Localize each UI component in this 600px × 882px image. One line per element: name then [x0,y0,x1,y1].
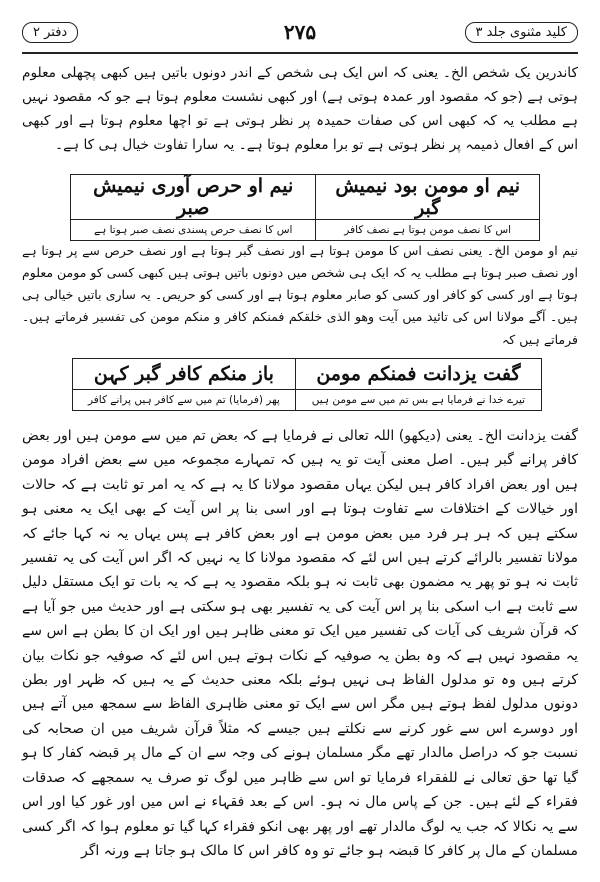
verse-1-hemistich-left: نیم او حرص آوری نیمیش صبر [71,175,316,220]
verse-1-gloss-right: اس کا نصف مومن ہوتا ہے نصف کافر [316,220,540,241]
paragraph-1: کاندرین یک شخص الخ۔ یعنی کہ اس ایک ہی شخص کے اندر دونوں باتیں ہیں کبھی پچھلی معلوم ہوتی ہے (جو کہ مقصود اور عمدہ ہوتی ہے) اور کبھی نشست معلوم ہوتا ہے جو کہ مقصود نہیں ہے مطلب یہ کہ کبھی اس کی صفات حمیدہ پر نظر ہوتی ہے تو اچھا معلوم ہوتا ہے اور کبھی اس کے افعال ذمیمہ پر نظر ہوتی ہے تو برا معلوم ہوتا ہے۔ یہ سارا تفاوت خیال ہی کا ہے۔ [22,65,578,153]
page-header [22,20,578,48]
header-rule [22,52,578,54]
section-label: دفتر ۲ [22,22,78,43]
verse-2-gloss-left: پھر (فرمایا) تم میں سے کافر ہیں پرانے کافر [73,390,296,411]
paragraph-2: نیم او مومن الخ۔ یعنی نصف اس کا مومن ہوتا ہے اور نصف گبر ہوتا ہے اور نصف حرص سے پر ہوتا ہے اور نصف صبر ہوتا ہے مطلب یہ کہ ایک ہی شخص میں دونوں باتیں ہوتی ہیں کبھی کسی کو مومن معلوم ہوتا ہے اور کسی کو کافر اور کسی کو صابر معلوم ہوتا ہے اور کسی کو حریص۔ یہ ساری باتیں خیالی ہی ہیں۔ آگے مولانا اس کی تائید میں آیت وھو الذی خلقکم فمنکم کافر و منکم مومن کی تفسیر فرماتے ہیں۔ فرماتے ہیں کہ [22,243,578,347]
paragraph-3: گفت یزدانت الخ۔ یعنی (دیکھو) اللہ تعالی نے فرمایا ہے کہ بعض تم میں سے مومن ہیں اور بعض کافر پرانے گبر ہیں۔ اصل معنی آیت تو یہ ہیں کہ تمہارے مجموعہ میں سے بعض افراد مومن ہیں اور بعض افراد کافر ہیں لیکن یہاں مقصود مولانا کا یہ ہے کہ یہ امر تو ثابت ہے کہ حالات اور خیالات کے اختلافات سے تفاوت ہوتا ہے اور اسی بنا پر اس آیت کے بھی ایک یہ معنی ہو سکتے ہیں کہ ہر ہر فرد میں بعض مومن ہے اور بعض کافر ہے پس یہاں یہ نہ کہا جائے کہ مولانا تفسیر بالرائے کرتے ہیں اس لئے کہ مقصود مولانا کا یہ نہیں کہ اگر اس آیت کی یہ تفسیر ثابت نہ ہو تو پھر یہ مضمون بھی ثابت نہ ہو بلکہ مقصود یہ ہے کہ یہ بات تو ایک مستقل دلیل سے ثابت ہے اب اسکی بنا پر اس آیت کی یہ تفسیر بھی ہو سکتی ہے اور حدیث میں جو آیا ہے کہ قرآن شریف کی آیات کی تفسیر میں ایک تو معنی ظاہر ہیں اور ایک ان کا بطن ہے اس سے یہ مقصود نہیں ہے کہ وہ بطن یہ صوفیہ کے نکات ہوتے ہیں اس لئے کہ صوفیہ جو نکات بیان کرتے ہیں وہ تو مدلول الفاظ ہی نہیں ہوئے بلکہ معنی حدیث کے یہ ہیں کہ ظہر اور بطن دونوں مدلول لفظ ہوتے ہیں مگر اس سے ایک تو معنی ظاہری الفاظ سے سمجھ میں آتے ہیں اور دوسرے اس سے غور کرنے سے نکلتے ہیں جیسے کہ مثلاً قرآن شریف میں ان صحابہ کی نسبت جو کہ دراصل مالدار تھے مگر مسلمان ہونے کی وجہ سے ان کے مال پر قبضہ کفار کا ہو گیا تھا حق تعالی نے للفقراء فرمایا تو اس سے ظاہر میں لوگ تو صرف یہ سمجھے کہ صدقات فقراء کے لئے ہیں۔ جن کے پاس مال نہ ہو۔ اس کے بعد فقہاء نے اس میں اور غور کیا اور اس سے یہ نکالا کہ جب یہ لوگ مالدار تھے اور پھر بھی انکو فقراء کہا گیا تو معلوم ہوا کہ اگر کسی مسلمان کے مال پر کافر کا قبضہ ہو جائے تو وہ کافر اس کا مالک ہو جاتا ہے ورنہ اگر [22,428,578,859]
book-title: کلید مثنوی جلد ۳ [465,22,578,43]
verse-2-hemistich-left: باز منکم کافر گبر کہن [73,359,296,390]
verse-2-gloss-right: تیرے خدا نے فرمایا ہے بس تم میں سے مومن ہیں [295,390,541,411]
verse-2-hemistich-right: گفت یزدانت فمنکم مومن [295,359,541,390]
verse-1-hemistich-right: نیم او مومن بود نیمیش گبر [316,175,540,220]
verse-box-2 [72,358,542,411]
verse-1-gloss-left: اس کا نصف حرص پسندی نصف صبر ہوتا ہے [71,220,316,241]
verse-box-1 [70,174,540,241]
page-number: ۲۷۵ [283,20,317,44]
